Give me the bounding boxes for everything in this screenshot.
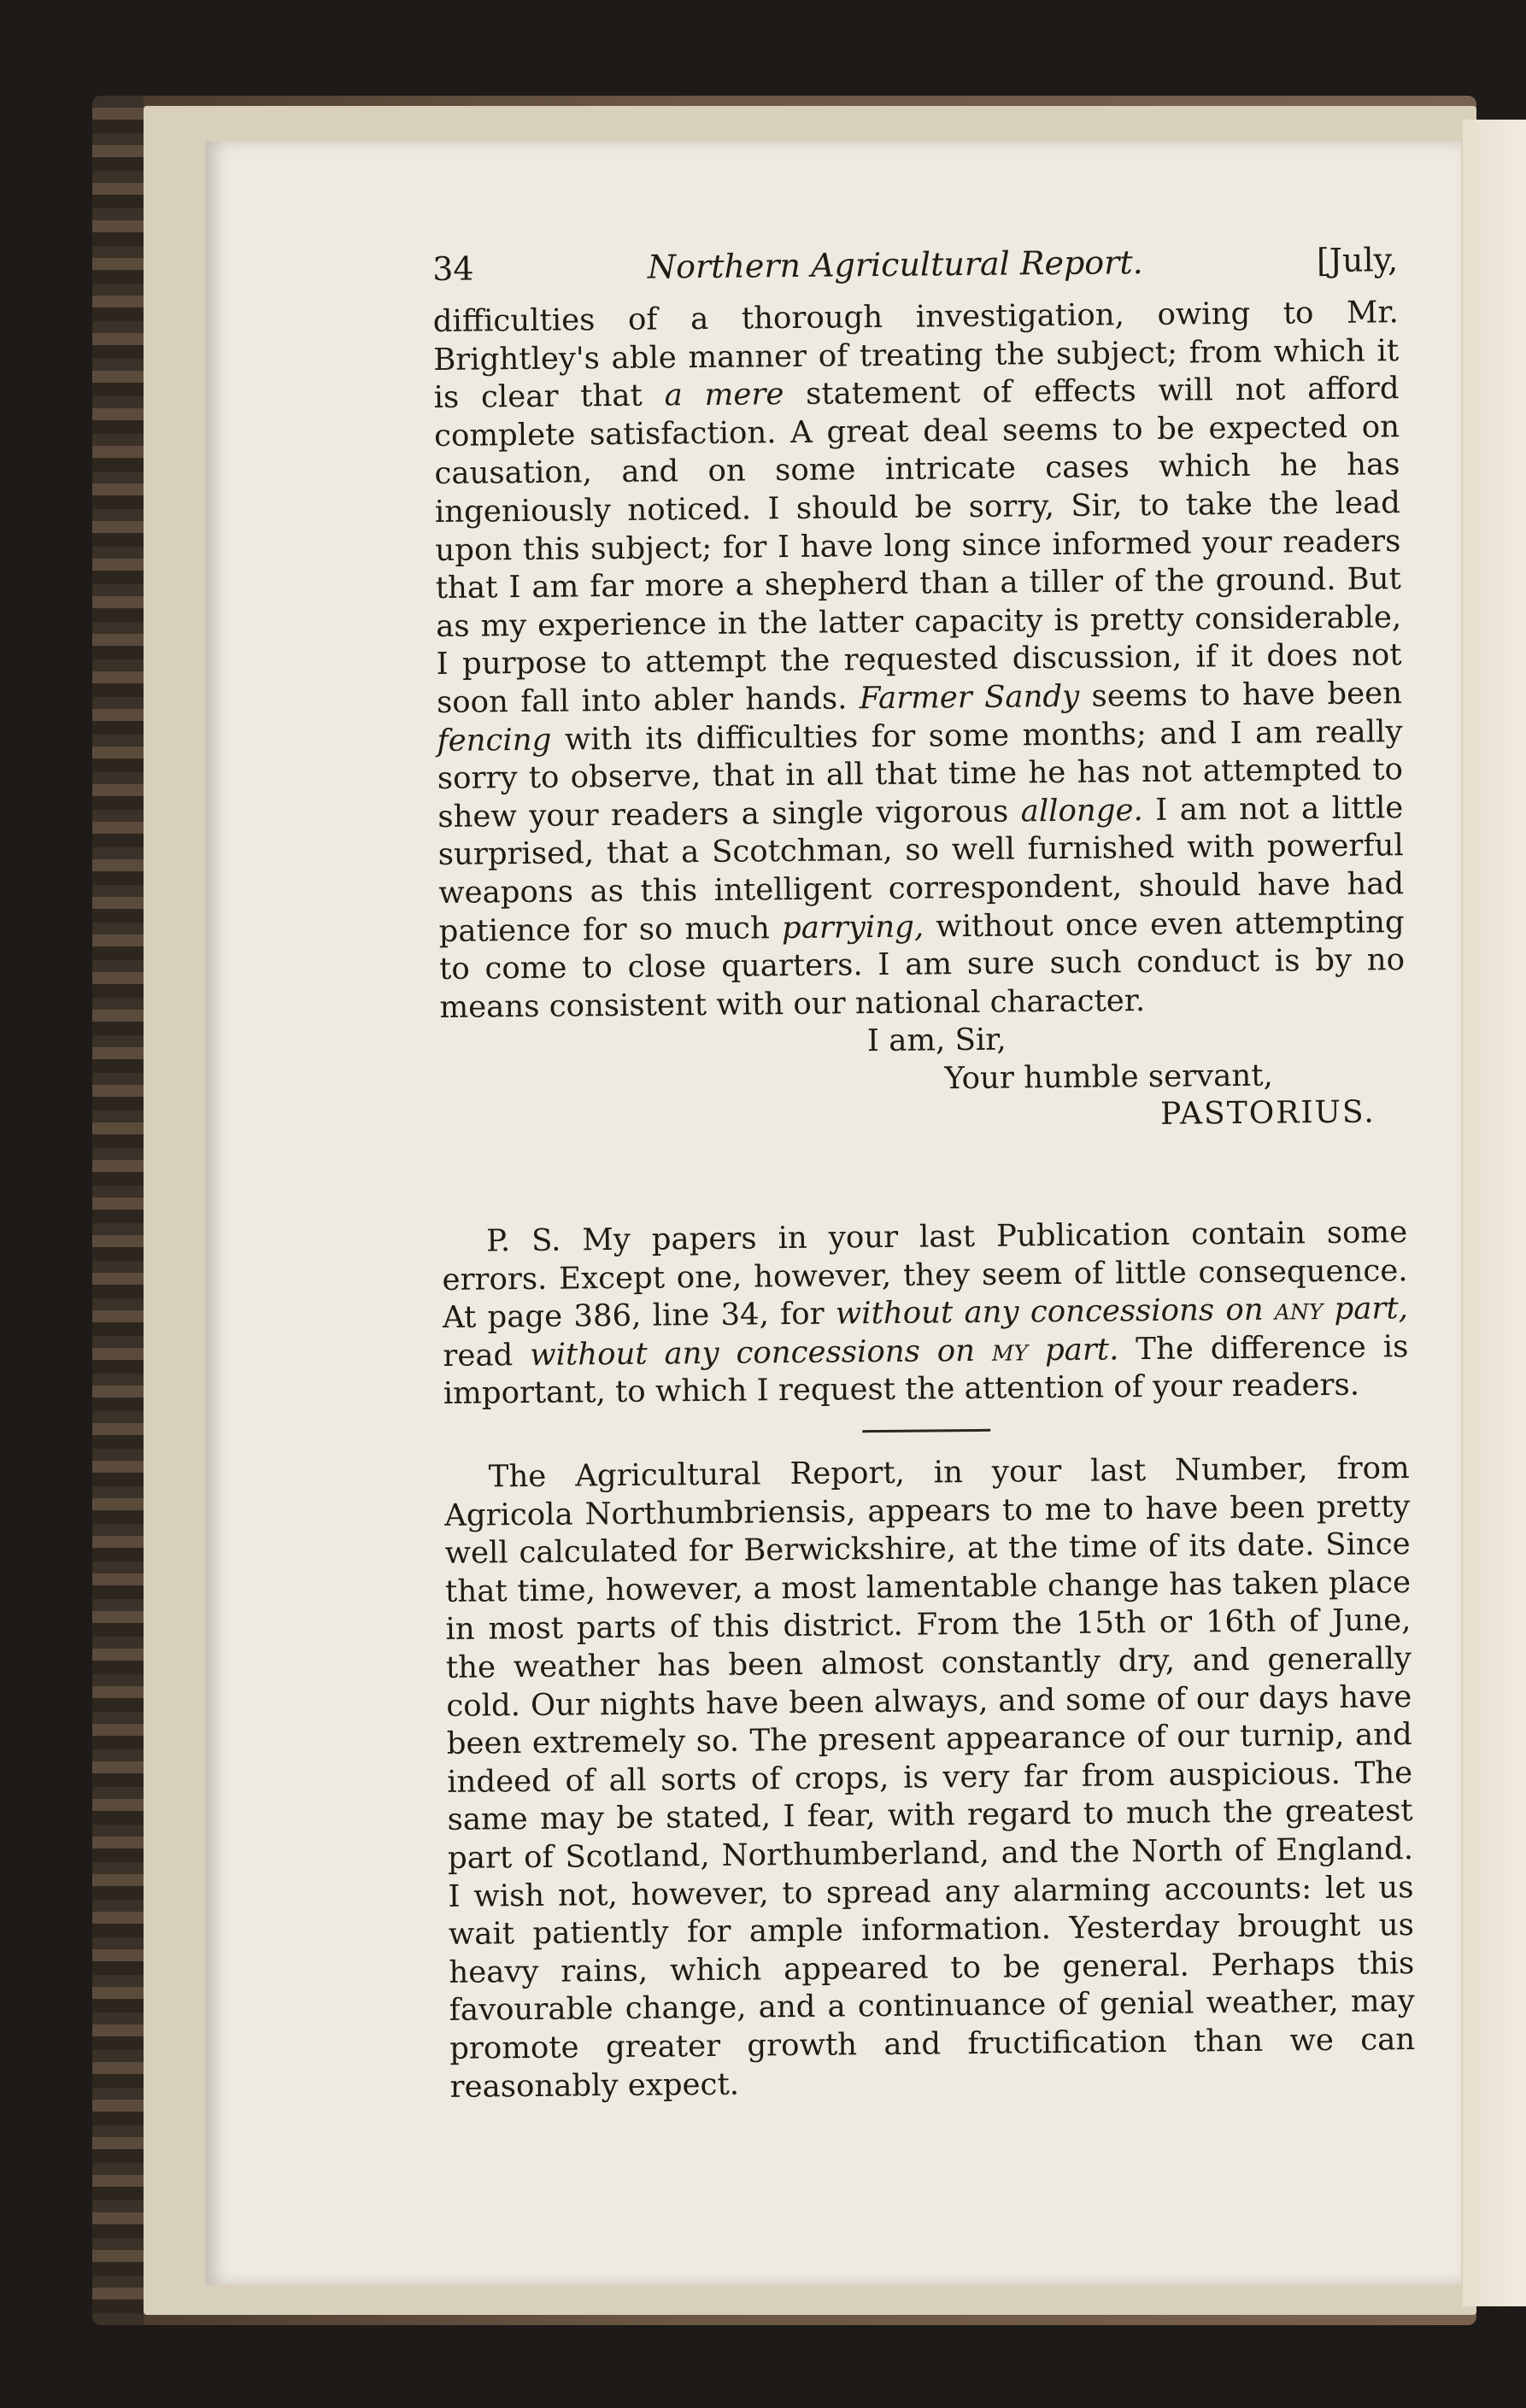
book-spine [92, 96, 144, 2325]
closing-salutation: I am, Sir, [866, 1022, 1007, 1059]
running-date: [July, [1316, 241, 1399, 280]
report-paragraph: The Agricultural Report, in your last Number, from Agricola Northumbriensis, appears to me to have been pretty well calculated for Berwickshire, at the time of its date. Since that time, however, a most lamentable change has taken place in most parts of this district. From the 15th or 16th of June, the weather has been almost constantly dry, and generally cold. Our nights have been always, and some of our days have been extremely so. The present appearance of our turnip, and indeed of all sorts of crops, is very far from auspicious. The same may be stated, I fear, with regard to much the greatest part of Scotland, Northumberland, and the North of England. I wish not, however, to spread any alarming accounts: let us wait patiently for ample information. Yesterday brought us heavy rains, which appeared to be general. Perhaps this favourable change, and a continuance of genial weather, may promote greater growth and fructification than we can reasonably expect. [444, 1450, 1416, 2105]
signature: PASTORIUS. [1159, 1094, 1376, 1133]
facing-page-edge [1463, 120, 1526, 2306]
page-number: 34 [432, 249, 474, 288]
letter-paragraph: difficulties of a thorough investigation, owing to Mr. Brightley's able manner of treating the subject; from which it is clear that a mere statement of effects will not afford complete satisfaction. A great deal seems to be expected on causation, and on some intricate cases which he has ingeniously noticed. I should be sorry, Sir, to take the lead upon this subject; for I have long since informed your readers that I am far more a shepherd than a tiller of the ground. But as my experience in the latter capacity is pretty considerable, I purpose to attempt the requested discussion, if it does not soon fall into abler hands. Farmer Sandy seems to have been fencing with its difficulties for some months; and I am really sorry to observe, that in all that time he has not attempted to shew your readers a single vigorous allonge. I am not a little surprised, that a Scotchman, so well furnished with powerful weapons as this intelligent correspondent, should have had patience for so much parrying, without once even attempting to come to close quarters. I am sure such conduct is by no means consistent with our national character. [432, 295, 1406, 1025]
running-head [432, 241, 1398, 288]
closing-servant: Your humble servant, [944, 1058, 1273, 1097]
letter-closing [440, 1017, 1406, 1141]
page-text-block [432, 241, 1416, 2106]
postscript-paragraph: P. S. My papers in your last Publication contain some errors. Except one, however, they seem of little consequence. At page 386, line 34, for without any concessions on any part, read without any concessions on my part. The difference is important, to which I request the attention of your readers. [442, 1215, 1409, 1412]
running-title: Northern Agricultural Report. [647, 243, 1143, 286]
book-page [205, 141, 1461, 2285]
section-divider [443, 1415, 1409, 1440]
